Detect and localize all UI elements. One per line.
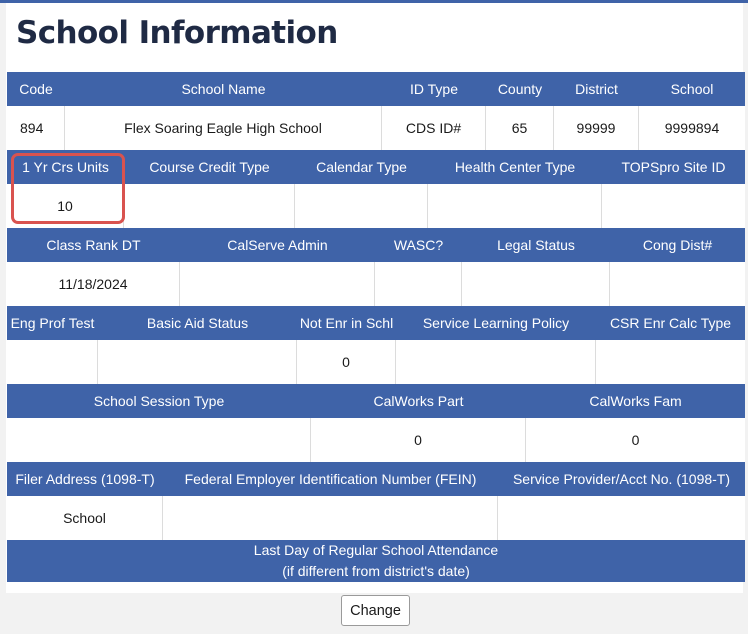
header-course-credit-type: Course Credit Type (149, 158, 270, 175)
header-last-day-attendance (7, 540, 745, 582)
enrollment-policy-info (7, 306, 745, 384)
header-calendar-type: Calendar Type (316, 158, 407, 175)
value-school: 9999894 (664, 119, 720, 136)
header-not-enr-in-schl: Not Enr in Schl (299, 314, 394, 331)
header-last-day-attendance-line2: (if different from district's date) (282, 563, 470, 579)
last-day-attendance-info (7, 540, 745, 582)
header-class-rank-dt: Class Rank DT (46, 236, 141, 253)
value-school-name: Flex Soaring Eagle High School (65, 106, 382, 150)
header-county: County (497, 80, 543, 97)
value-filer-address: School (7, 496, 163, 540)
value-not-enr-in-schl: 0 (297, 340, 396, 384)
value-service-learning-policy (396, 340, 596, 384)
page-title: School Information (16, 15, 338, 51)
value-legal-status (462, 262, 610, 306)
value-county: 65 (486, 106, 554, 150)
value-row (7, 418, 745, 462)
value-calworks-fam: 0 (631, 431, 640, 448)
value-fein (163, 496, 498, 540)
header-topspro-site-id: TOPSpro Site ID (621, 158, 726, 175)
header-id-type: ID Type (410, 80, 458, 97)
value-topspro-site-id (602, 184, 745, 228)
header-code: Code (19, 80, 53, 97)
header-calworks-part: CalWorks Part (373, 392, 464, 409)
header-calworks-fam: CalWorks Fam (589, 392, 682, 409)
header-row (7, 72, 745, 106)
header-legal-status: Legal Status (497, 236, 575, 253)
value-code: 894 (7, 106, 65, 150)
value-health-center-type (428, 184, 602, 228)
value-row (7, 184, 745, 228)
header-filer-address: Filer Address (1098-T) (15, 470, 155, 487)
value-district: 99999 (554, 106, 639, 150)
value-course-credit-type (124, 184, 295, 228)
header-row (7, 228, 745, 262)
value-row (7, 106, 745, 150)
header-row (7, 306, 745, 340)
value-calendar-type (295, 184, 428, 228)
course-calendar-info (7, 150, 745, 228)
header-service-provider-acct: Service Provider/Acct No. (1098-T) (512, 470, 731, 487)
value-class-rank-dt: 11/18/2024 (7, 262, 180, 306)
header-row (7, 540, 745, 582)
session-calworks-info (7, 384, 745, 462)
rank-admin-info (7, 228, 745, 306)
value-basic-aid-status (98, 340, 297, 384)
header-row (7, 462, 745, 496)
value-calworks-part: 0 (311, 418, 526, 462)
value-csr-enr-calc-type (596, 340, 745, 384)
value-calserve-admin (180, 262, 375, 306)
header-school-session-type: School Session Type (93, 392, 225, 409)
header-cong-dist: Cong Dist# (642, 236, 713, 253)
tax-filing-info (7, 462, 745, 540)
header-wasc: WASC? (393, 236, 444, 253)
header-last-day-attendance-line1: Last Day of Regular School Attendance (253, 542, 499, 558)
value-id-type: CDS ID# (382, 106, 486, 150)
change-button[interactable]: Change (341, 595, 410, 626)
header-health-center-type: Health Center Type (454, 158, 576, 175)
value-school-session-type (7, 418, 311, 462)
header-district: District (575, 80, 618, 97)
header-1-yr-crs-units: 1 Yr Crs Units (22, 158, 109, 175)
value-row (7, 340, 745, 384)
header-service-learning-policy: Service Learning Policy (422, 314, 570, 331)
header-row (7, 384, 745, 418)
value-wasc (375, 262, 462, 306)
value-row (7, 496, 745, 540)
header-school-name: School Name (181, 80, 266, 97)
header-calserve-admin: CalServe Admin (227, 236, 328, 253)
value-eng-prof-test (7, 340, 98, 384)
value-1-yr-crs-units: 10 (7, 184, 124, 228)
header-school: School (670, 80, 714, 97)
value-cong-dist (610, 262, 745, 306)
value-row (7, 262, 745, 306)
header-csr-enr-calc-type: CSR Enr Calc Type (609, 314, 732, 331)
header-row (7, 150, 745, 184)
header-basic-aid-status: Basic Aid Status (146, 314, 249, 331)
school-basic-info (7, 72, 745, 150)
header-eng-prof-test: Eng Prof Test (10, 314, 95, 331)
value-service-provider-acct (498, 496, 745, 540)
header-fein: Federal Employer Identification Number (FEIN) (184, 470, 477, 487)
